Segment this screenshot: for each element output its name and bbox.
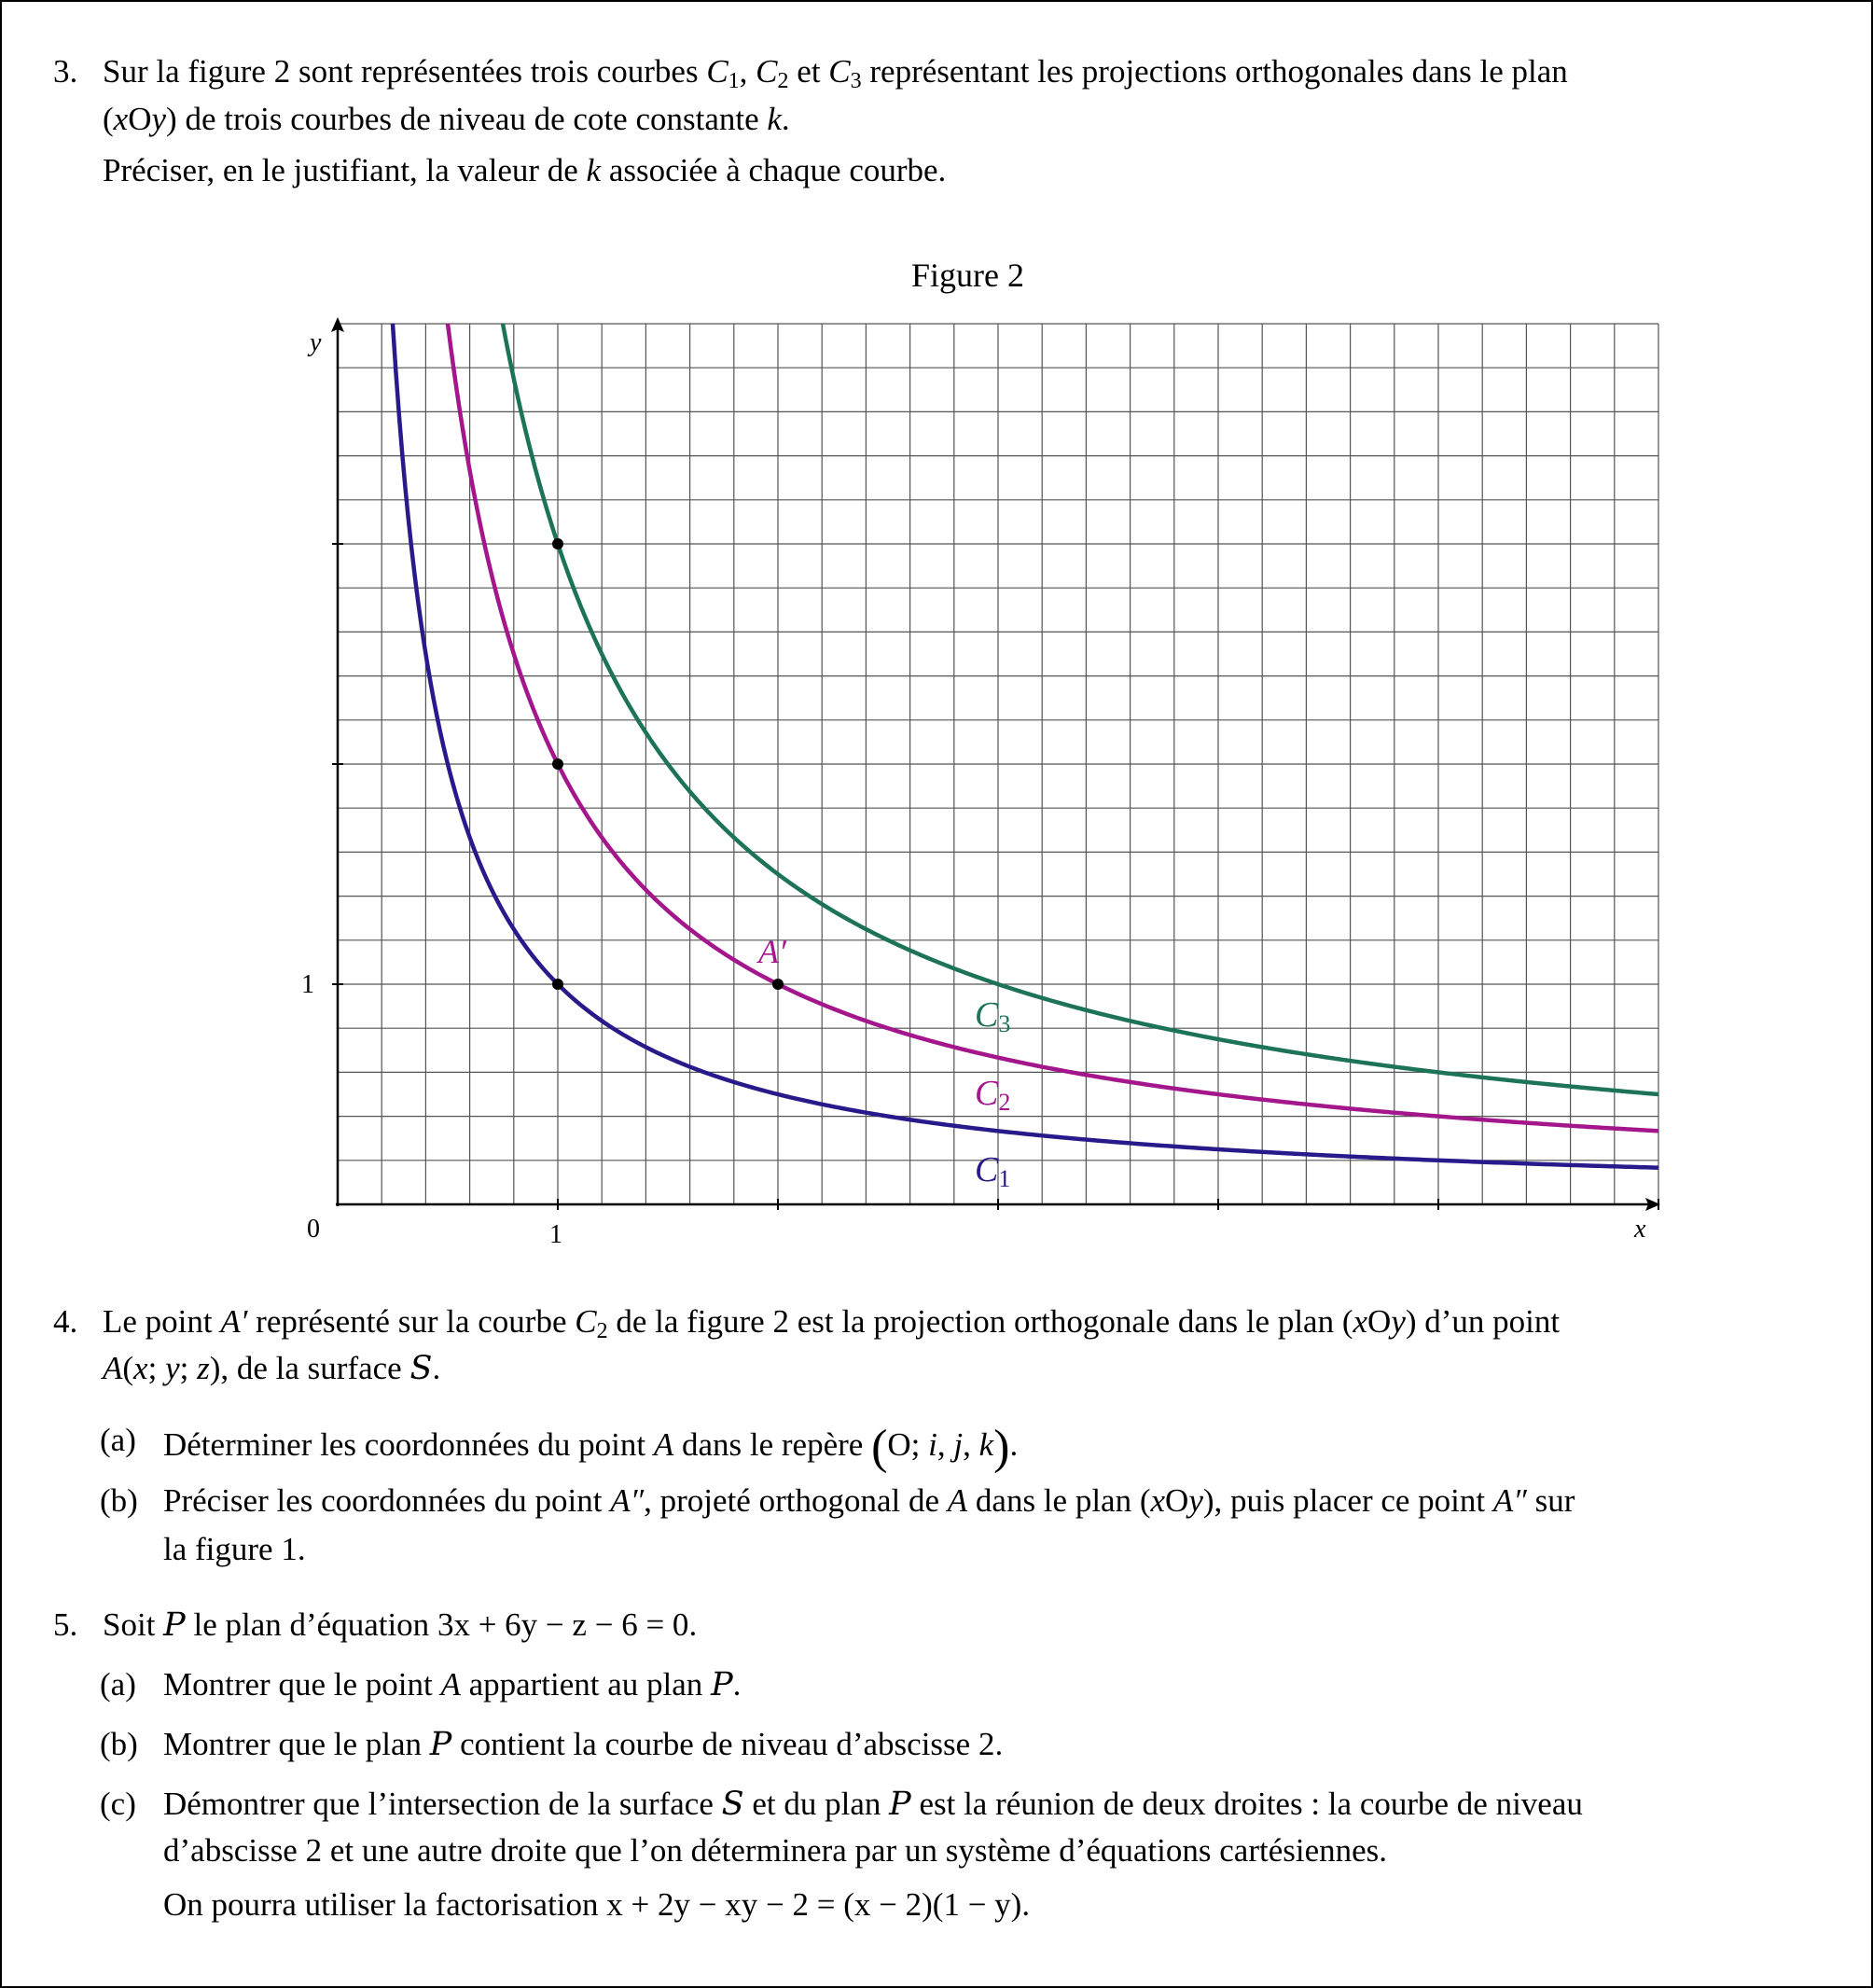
q4-line-2: A(x; y; z), de la surface S. [103,1350,441,1387]
q4a-text: Déterminer les coordonnées du point A dans le repère (O; i, j, k). [163,1421,1019,1474]
q3-number: 3. [53,53,78,90]
chart-grid [338,324,1658,1204]
curve-c3 [503,324,1658,1094]
point-2 [552,538,563,549]
q5a-label: (a) [100,1666,136,1703]
q5-line-1: Soit P le plan d’équation 3x + 6y − z − 6 = 0. [103,1606,698,1644]
curve-label-c3: C3 [975,995,1011,1037]
figure-title: Figure 2 [911,257,1024,294]
x-axis-label: x [1634,1215,1646,1244]
curve-label-c1: C1 [975,1150,1011,1192]
q5c-line-3: On pourra utiliser la factorisation x + 2y − xy − 2 = (x − 2)(1 − y). [163,1886,1031,1923]
x-tick-label-1: 1 [549,1220,562,1249]
q5c-line-1: Démontrer que l’intersection de la surface S et du plan P est la réunion de deux droites : la courbe de niveau [163,1786,1583,1823]
q5b-label: (b) [100,1726,138,1762]
q3-line-3: Préciser, en le justifiant, la valeur de k associée à chaque courbe. [103,152,947,188]
chart-curves [393,324,1658,1168]
figure-2-chart [2,2,1871,1289]
q5c-label: (c) [100,1786,136,1822]
q4a-label: (a) [100,1422,136,1458]
point-label-a-prime: A′ [758,933,786,970]
y-axis-label: y [310,328,322,357]
point-a-prime [772,979,784,990]
point-0 [552,979,563,990]
curve-c1 [393,324,1658,1168]
q5-number: 5. [53,1606,78,1643]
q5b-text: Montrer que le plan P contient la courbe de niveau d’abscisse 2. [163,1726,1004,1763]
point-1 [552,758,563,770]
q5c-line-2: d’abscisse 2 et une autre droite que l’on déterminera par un système d’équations cartésiennes. [163,1832,1388,1869]
q4b-line-1: Préciser les coordonnées du point A″, projeté orthogonal de A dans le plan (xOy), puis placer ce point A″ sur [163,1482,1575,1519]
q4b-label: (b) [100,1482,138,1519]
origin-label: 0 [307,1215,320,1244]
q4-number: 4. [53,1303,78,1340]
y-tick-label-1: 1 [301,970,314,999]
curve-c2 [448,324,1658,1131]
q4-line-1: Le point A′ représenté sur la courbe $C_2$ de la figure 2 est la projection orthogonale dans le plan (xOy) d’un point [103,1303,1561,1343]
q4b-line-2: la figure 1. [163,1531,306,1567]
q3-line-1: Sur la figure 2 sont représentées trois courbes $C_1$, $C_2$ et $C_3$ représentant les projections orthogonales dans le plan [103,53,1568,93]
q5a-text: Montrer que le point A appartient au plan P. [163,1666,742,1703]
q3-line-2: (xOy) de trois courbes de niveau de cote constante k. [103,101,790,137]
curve-label-c2: C2 [975,1074,1011,1116]
